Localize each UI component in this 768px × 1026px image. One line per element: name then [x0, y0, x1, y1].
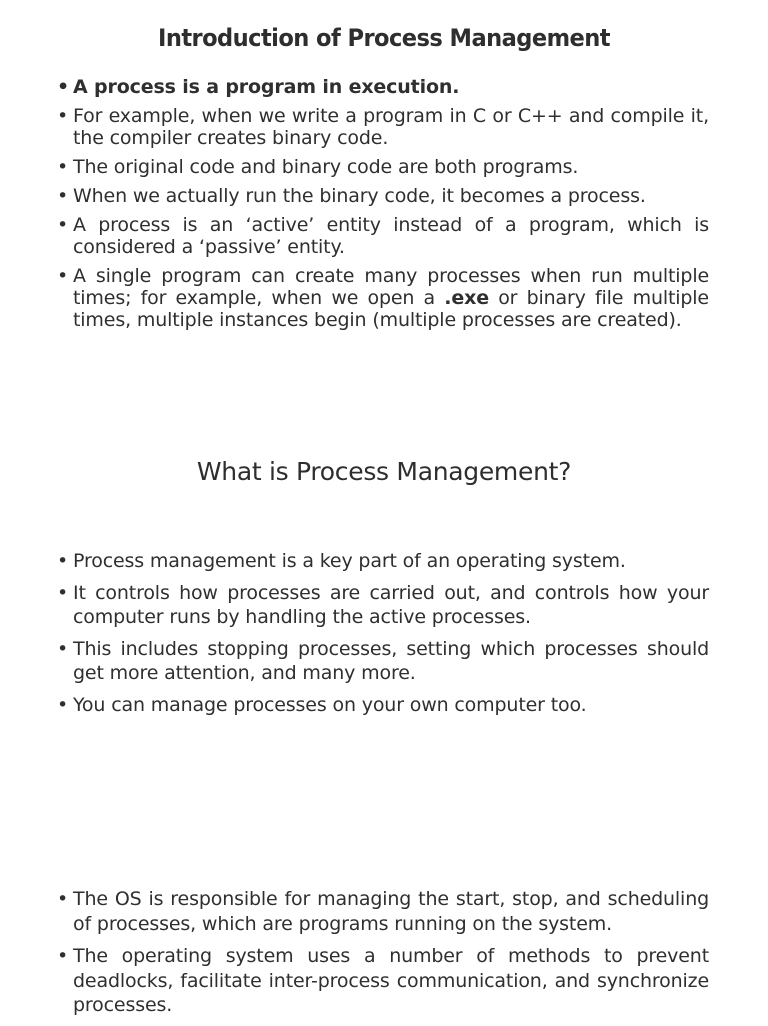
list-item: [55, 887, 709, 936]
list-item-text: A process is a program in execution.: [73, 76, 460, 98]
list-item-text: For example, when we write a program in C or C++ and compile it, the compiler creates binary code.: [73, 105, 709, 149]
list-item-text: This includes stopping processes, setting which processes should get more attention, and many more.: [73, 638, 709, 684]
list-item: [55, 549, 709, 573]
bullet-icon: •: [57, 694, 69, 716]
bullet-icon: •: [57, 945, 69, 967]
list-item: [55, 185, 709, 207]
list-item-text: It controls how processes are carried out, and controls how your computer runs by handling the active processes.: [73, 582, 709, 628]
list-item: [55, 76, 709, 98]
list-item-text: When we actually run the binary code, it becomes a process.: [73, 185, 646, 207]
section-what-is-process-management: [0, 457, 768, 486]
list-item: [55, 265, 709, 331]
list-item-text: The original code and binary code are both programs.: [73, 156, 579, 178]
bullet-icon: •: [57, 156, 69, 178]
list-item: [55, 214, 709, 258]
list-item-text: You can manage processes on your own computer too.: [73, 694, 587, 716]
exe-keyword: .exe: [444, 287, 489, 309]
bullet-icon: •: [57, 888, 69, 910]
section-title: What is Process Management?: [196, 457, 572, 486]
list-item: [55, 156, 709, 178]
bullet-icon: •: [57, 582, 69, 604]
process-management-bullet-list: [55, 549, 709, 725]
list-item: [55, 693, 709, 717]
bullet-icon: •: [57, 214, 69, 236]
list-item-text: Process management is a key part of an operating system.: [73, 550, 626, 572]
bullet-icon: •: [57, 638, 69, 660]
section-introduction: [0, 24, 768, 52]
list-item: [55, 105, 709, 149]
list-item: [55, 581, 709, 629]
bullet-icon: •: [57, 550, 69, 572]
list-item-text: The OS is responsible for managing the start, stop, and scheduling of processes, which are programs running on the system.: [73, 888, 709, 935]
bullet-icon: •: [57, 105, 69, 127]
list-item-text: A process is an ‘active’ entity instead of a program, which is considered a ‘passive’ entity.: [73, 214, 709, 258]
list-item-text: The operating system uses a number of methods to prevent deadlocks, facilitate inter-process communication, and synchronize processes.: [73, 945, 709, 1016]
section-title: Introduction of Process Management: [158, 24, 610, 52]
bullet-icon: •: [57, 76, 69, 98]
os-responsibilities-bullet-list: [55, 887, 709, 1026]
bullet-icon: •: [57, 185, 69, 207]
list-item-text-before: A single program can create many processes when run multiple times; for example, when we open a: [73, 265, 709, 309]
bullet-icon: •: [57, 265, 69, 287]
list-item-text-after: or binary file multiple times, multiple instances begin (multiple processes are created).: [73, 287, 709, 331]
introduction-bullet-list: [55, 76, 709, 338]
list-item: [55, 944, 709, 1018]
list-item: [55, 637, 709, 685]
